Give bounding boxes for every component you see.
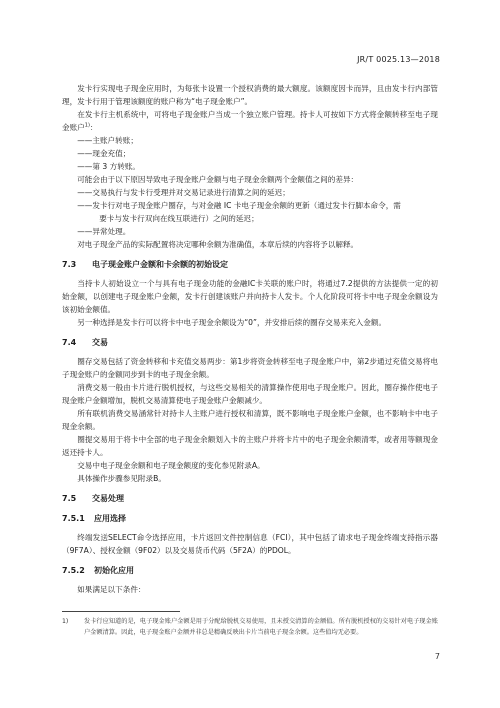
list-item-continuation: 要卡与发卡行双向在线互联进行）之间的延迟； (99, 214, 259, 223)
section-heading-7-5-1 (62, 512, 438, 525)
standard-code: JR/T 0025.13—2018 (357, 55, 440, 64)
page-content (62, 82, 438, 596)
section-number: 7.5 (62, 494, 77, 503)
paragraph: 具体操作步骤参见附录B。 (77, 474, 166, 483)
paragraph: 交易中电子现金余额和电子现金额度的变化参见附录A。 (77, 461, 265, 470)
section-heading-7-4 (62, 336, 438, 349)
page-number: 7 (434, 652, 440, 661)
section-title: 初始化应用 (94, 566, 134, 575)
paragraph: 对电子现金产品的实际配置将决定哪种余额为准确值，本章后续的内容将予以解释。 (77, 240, 359, 249)
footnote-text: 发卡行应知道的是，电子现金账户金额是用于分配给脱机交易使用，且未授交清算的金额值。所有脱机授权的交易针对电子现金账户金额清算。因此，电子现金账户金额并非总是精确反映出卡片当前电子现金余额。这些值均无必要。 (84, 618, 438, 636)
section-title: 电子现金账户金额和卡余额的初始设定 (92, 260, 228, 269)
paragraph: 发卡行实现电子现金应用时，为每张卡设置一个授权消费的最大额度。该额度因卡而异，且由发卡行内部管理，发卡行用于管理该额度的账户称为“电子现金账户”。 (62, 84, 438, 106)
paragraph: 如果满足以下条件： (77, 585, 146, 594)
list-item (62, 199, 438, 225)
section-number: 7.5.1 (62, 514, 85, 523)
section-heading-7-3 (62, 258, 438, 271)
section-title: 应用选择 (94, 514, 126, 523)
paragraph: 所有联机消费交易涵常针对持卡人主账户进行授权和清算，既不影响电子现金账户金额，也不影响卡中电子现金余额。 (62, 409, 438, 431)
paragraph: 当持卡人初始设立一个与具有电子现金功能的金融IC卡关联的账户时，将通过7.2提供的方法提供一定的初始金额，以创建电子现金账户金额，发卡行创建该账户并向持卡人发卡。个人化阶段可将卡中电子现金余额设为该初始金额值。 (62, 279, 438, 314)
paragraph-text: ： (89, 123, 98, 132)
footnote-divider (62, 611, 180, 612)
list-item: ——交易执行与发卡行受理并对交易记录进行清算之间的延迟； (77, 188, 290, 197)
list-item-text: ——发卡行对电子现金账户圈存，与对金融 IC 卡电子现金余额的更新（通过发卡行脚本命令，需 (77, 201, 401, 210)
paragraph: 另一种选择是发卡行可以将卡中电子现金余额设为“0”，并安排后续的圈存交易来充入金额。 (77, 318, 387, 327)
footnote-mark: 1) (62, 618, 69, 625)
section-heading-7-5 (62, 492, 438, 505)
section-heading-7-5-2 (62, 564, 438, 577)
paragraph (62, 108, 438, 134)
paragraph: 圈提交易用于将卡中全部的电子现金余额划入卡的主账户并将卡片中的电子现金余额清零，或者用等额现金返还持卡人。 (62, 435, 438, 457)
section-number: 7.5.2 (62, 566, 85, 575)
footnote-ref[interactable]: 1) (84, 122, 90, 129)
paragraph: 可能会由于以下原因导致电子现金账户金额与电子现金余额两个金额值之间的差异： (77, 175, 359, 184)
list-item: ——第 3 方转账。 (77, 162, 141, 171)
list-item: ——主账户转账； (77, 136, 138, 145)
section-number: 7.4 (62, 338, 77, 347)
section-title: 交易 (92, 338, 108, 347)
list-item: ——现金充值； (77, 149, 131, 158)
paragraph-text: 在发卡行主机系统中，可将电子现金账户当成一个独立账户管理。持卡人可按如下方式将金额转移至电子现金账户 (62, 110, 438, 132)
footnote (62, 617, 438, 638)
paragraph: 消费交易一般由卡片进行脱机授权，与这些交易相关的清算操作使用电子现金账户。因此，圈存操作使电子现金账户金额增加，脱机交易清算使电子现金账户金额减少。 (62, 383, 438, 405)
section-number: 7.3 (62, 260, 77, 269)
section-title: 交易处理 (92, 494, 124, 503)
paragraph: 终端发送SELECT命令选择应用，卡片返回文件控制信息（FCI），其中包括了请求电子现金终端支持指示器（9F7A）、授权金额（9F02）以及交易货币代码（5F2A）的PDOL。 (62, 533, 438, 555)
paragraph: 圈存交易包括了资金转移和卡充值交易两步：第1步将资金转移至电子现金账户中，第2步通过充值交易将电子现金账户的金额同步到卡的电子现金余额。 (62, 357, 438, 379)
list-item: ——异常处理。 (77, 227, 131, 236)
